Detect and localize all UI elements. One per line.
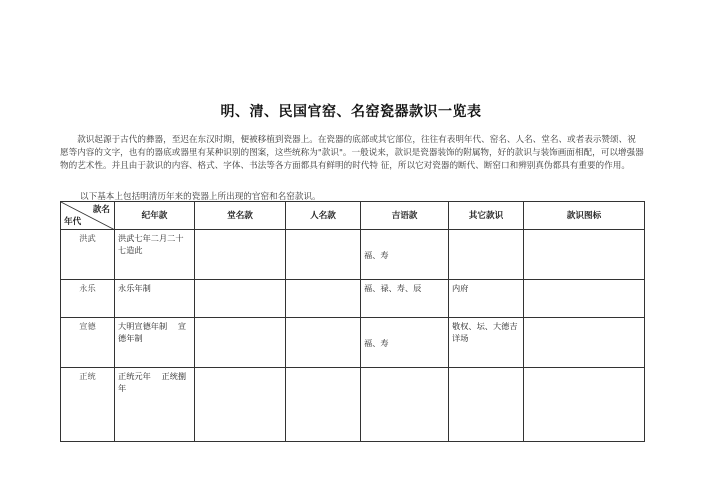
intro-text: 款识起源于古代的彝器，至迟在东汉时期，便被移植到瓷器上。在瓷器的底部或其它部位，往往有表明年代、窑名、人名、堂名、或者表示赞颂、祝愿等内容的文字，也有的器底或器里有某种识别的图案，这些统称为"款识"。一般说来，款识是瓷器装饰的附属物，好的款识与装饰画面相配，可以增强器物的艺术性。并且由于款识的内容、格式、字体、书法等各方面都具有鲜明的时代特 征，所以它对瓷器的断代、断窑口和辨别真伪都具有重要的作用。	[60, 135, 644, 171]
table-cell	[195, 280, 286, 318]
table-cell	[195, 368, 286, 442]
column-header: 款识图标	[524, 202, 645, 230]
marks-table	[60, 201, 645, 442]
table-cell: 永乐年制	[115, 280, 195, 318]
page-title: 明、清、民国官窑、名窑瓷器款识一览表	[220, 104, 482, 120]
table-cell: 敬权、坛、大德吉详场	[449, 318, 524, 368]
corner-label-top: 款名	[92, 205, 110, 215]
table-cell	[449, 368, 524, 442]
era-cell: 永乐	[61, 280, 115, 318]
era-cell: 洪武	[61, 230, 115, 280]
table-cell	[195, 230, 286, 280]
table-row	[61, 230, 645, 280]
table-cell	[524, 230, 645, 280]
header-row	[61, 202, 645, 230]
table-cell: 洪武七年二月二十七造此	[115, 230, 195, 280]
column-header: 人名款	[286, 202, 361, 230]
column-header: 吉语款	[361, 202, 449, 230]
table-cell	[286, 368, 361, 442]
column-header: 纪年款	[115, 202, 195, 230]
table-cell	[524, 280, 645, 318]
table-caption: 以下基本上包括明清历年来的瓷器上所出现的官窑和名窑款识。	[80, 192, 321, 202]
table-cell: 大明宣德年制 宣德年制	[115, 318, 195, 368]
table-row	[61, 318, 645, 368]
table-row	[61, 368, 645, 442]
corner-header-cell	[61, 202, 115, 230]
table-cell: 内府	[449, 280, 524, 318]
table-cell: 福、寿	[361, 318, 449, 368]
intro-paragraph	[60, 134, 644, 173]
table-cell	[286, 230, 361, 280]
table-cell: 正统元年 正统捌年	[115, 368, 195, 442]
table-cell	[361, 368, 449, 442]
column-header: 堂名款	[195, 202, 286, 230]
table-row	[61, 280, 645, 318]
table-cell	[449, 230, 524, 280]
table-cell	[286, 280, 361, 318]
table-cell	[524, 318, 645, 368]
era-cell: 正统	[61, 368, 115, 442]
table-cell	[286, 318, 361, 368]
table-cell	[524, 368, 645, 442]
table-cell: 福、禄、寿、辰	[361, 280, 449, 318]
corner-label-bottom: 年代	[64, 217, 82, 227]
era-cell: 宣德	[61, 318, 115, 368]
table-cell: 福、寿	[361, 230, 449, 280]
table-cell	[195, 318, 286, 368]
column-header: 其它款识	[449, 202, 524, 230]
